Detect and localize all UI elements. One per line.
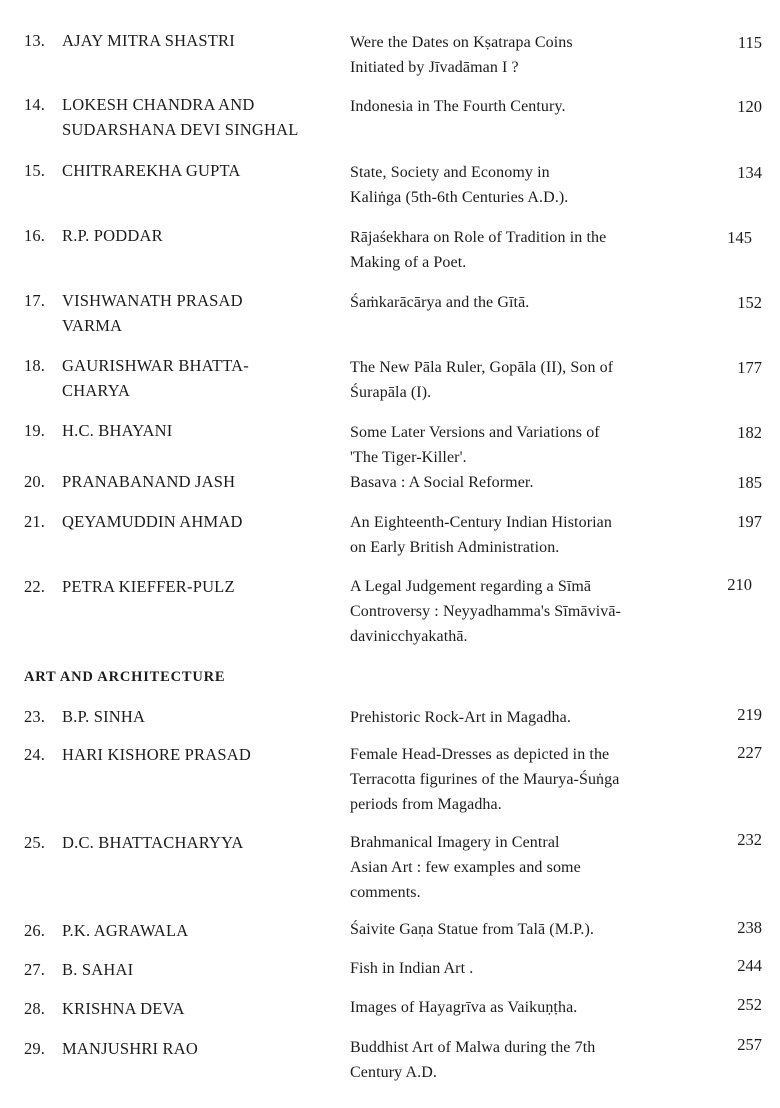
entry-number: 27.: [24, 960, 45, 979]
entry-number: 26.: [24, 921, 45, 940]
entry-page: 182: [737, 423, 762, 442]
entry-page: 244: [737, 956, 762, 975]
entry-number: 20.: [24, 472, 45, 491]
entry-page: 238: [737, 918, 762, 937]
entry-title: Śaṁkarācārya and the Gītā.: [350, 294, 530, 311]
entry-title: Indonesia in The Fourth Century.: [350, 98, 566, 115]
entry-page: 232: [737, 830, 762, 849]
entry-number: 29.: [24, 1039, 45, 1058]
entry-author: MANJUSHRI RAO: [62, 1039, 198, 1058]
entry-author: HARI KISHORE PRASAD: [62, 745, 251, 764]
entry-title: Images of Hayagrīva as Vaikuṇṭha.: [350, 999, 578, 1016]
entry-title: The New Pāla Ruler, Gopāla (II), Son of Śurapāla (I).: [350, 359, 614, 401]
entry-title: A Legal Judgement regarding a Sīmā Controversy : Neyyadhamma's Sīmāvivā- davinicchyakathā.: [350, 578, 621, 645]
entry-page: 120: [737, 97, 762, 116]
entry-author: D.C. BHATTACHARYYA: [62, 833, 244, 852]
entry-author: PETRA KIEFFER-PULZ: [62, 577, 235, 596]
entry-page: 152: [737, 293, 762, 312]
entry-page: 227: [737, 743, 762, 762]
entry-title: Buddhist Art of Malwa during the 7th Century A.D.: [350, 1039, 596, 1081]
entry-title: Brahmanical Imagery in Central Asian Art : few examples and some comments.: [350, 834, 581, 901]
entry-number: 24.: [24, 745, 45, 764]
entry-author: R.P. PODDAR: [62, 226, 163, 245]
entry-author: B.P. SINHA: [62, 707, 146, 726]
entry-page: 252: [737, 995, 762, 1014]
entry-author: P.K. AGRAWALA: [62, 921, 189, 940]
entry-author: QEYAMUDDIN AHMAD: [62, 512, 243, 531]
entry-number: 21.: [24, 512, 45, 531]
entry-title: Śaivite Gaṇa Statue from Talā (M.P.).: [350, 921, 595, 938]
entry-number: 15.: [24, 161, 45, 180]
entry-page: 145: [727, 228, 752, 247]
entry-page: 177: [737, 358, 762, 377]
entry-page: 219: [737, 705, 762, 724]
entry-title: Prehistoric Rock-Art in Magadha.: [350, 709, 571, 726]
entry-page: 257: [737, 1035, 762, 1054]
entry-number: 25.: [24, 833, 45, 852]
entry-number: 19.: [24, 421, 45, 440]
entry-author: VISHWANATH PRASAD VARMA: [62, 291, 243, 335]
entry-number: 23.: [24, 707, 45, 726]
entry-author: CHITRAREKHA GUPTA: [62, 161, 241, 180]
entry-title: Female Head-Dresses as depicted in the Terracotta figurines of the Maurya-Śuṅga periods from Magadha.: [350, 746, 620, 813]
entry-author: H.C. BHAYANI: [62, 421, 173, 440]
entry-author: GAURISHWAR BHATTA- CHARYA: [62, 356, 249, 400]
section-heading: ART AND ARCHITECTURE: [24, 669, 226, 685]
entry-title: An Eighteenth-Century Indian Historian on Early British Administration.: [350, 514, 612, 556]
entry-page: 210: [727, 575, 752, 594]
entry-title: Were the Dates on Kṣatrapa Coins Initiated by Jīvadāman I ?: [350, 34, 573, 76]
entry-author: LOKESH CHANDRA AND SUDARSHANA DEVI SINGHAL: [62, 95, 299, 139]
entry-author: AJAY MITRA SHASTRI: [62, 31, 235, 50]
entry-number: 18.: [24, 356, 45, 375]
entry-number: 14.: [24, 95, 45, 114]
entry-number: 17.: [24, 291, 45, 310]
entry-number: 22.: [24, 577, 45, 596]
entry-author: PRANABANAND JASH: [62, 472, 236, 491]
entry-title: State, Society and Economy in Kaliṅga (5th-6th Centuries A.D.).: [350, 164, 569, 206]
entry-title: Rājaśekhara on Role of Tradition in the Making of a Poet.: [350, 229, 607, 271]
entry-page: 185: [737, 473, 762, 492]
entry-page: 115: [737, 33, 762, 52]
entry-number: 16.: [24, 226, 45, 245]
entry-title: Basava : A Social Reformer.: [350, 474, 534, 491]
entry-number: 28.: [24, 999, 45, 1018]
entry-page: 134: [737, 163, 762, 182]
entry-title: Some Later Versions and Variations of 'The Tiger-Killer'.: [350, 424, 600, 466]
entry-author: B. SAHAI: [62, 960, 134, 979]
entry-page: 197: [737, 512, 762, 531]
entry-number: 13.: [24, 31, 45, 50]
entry-title: Fish in Indian Art .: [350, 960, 474, 977]
entry-author: KRISHNA DEVA: [62, 999, 185, 1018]
